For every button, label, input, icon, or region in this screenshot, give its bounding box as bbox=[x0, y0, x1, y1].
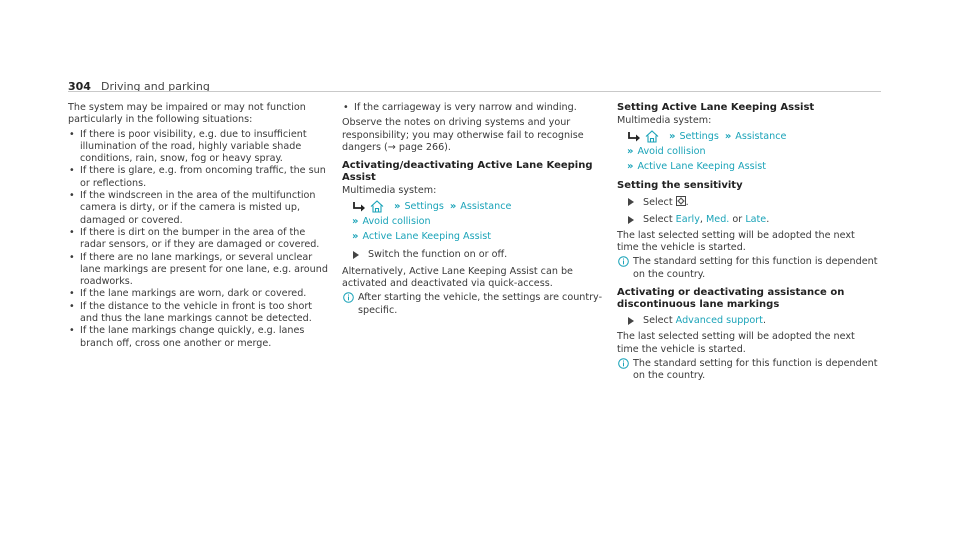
chevron-right-icon: » bbox=[669, 130, 676, 142]
info-note bbox=[342, 292, 604, 317]
heading-activate: Activating/deactivating Active Lane Keeping Assist bbox=[342, 160, 593, 184]
info-note bbox=[617, 358, 879, 383]
list-item: • If the lane markings are worn, dark or covered. bbox=[68, 288, 330, 300]
column-3 bbox=[617, 102, 879, 387]
assistance-link[interactable]: Assistance bbox=[735, 130, 787, 142]
chevron-right-icon: » bbox=[352, 230, 359, 242]
list-item: • If there is glare, e.g. from oncoming traffic, the sun or reflections. bbox=[68, 165, 330, 190]
multimedia-label: Multimedia system: bbox=[617, 115, 712, 126]
observe-text: Observe the notes on driving systems and your responsibility; you may otherwise fail to recognise dangers (→ page 266). bbox=[342, 117, 584, 153]
menu-path bbox=[342, 199, 604, 244]
assistance-link[interactable]: Assistance bbox=[460, 200, 512, 212]
step-arrow-icon bbox=[353, 251, 359, 259]
hook-arrow-icon bbox=[352, 202, 366, 212]
page-header bbox=[68, 75, 881, 93]
step-arrow-icon bbox=[628, 216, 634, 224]
multimedia-label: Multimedia system: bbox=[342, 185, 437, 197]
period: . bbox=[762, 315, 767, 327]
chevron-right-icon: » bbox=[394, 200, 401, 212]
info-icon bbox=[343, 292, 354, 303]
period: . bbox=[685, 197, 689, 209]
step-arrow-icon bbox=[628, 198, 634, 206]
chevron-right-icon: » bbox=[352, 215, 359, 227]
list-item: • If the carriageway is very narrow and winding. bbox=[342, 102, 604, 114]
or-text: or bbox=[732, 213, 743, 225]
note-text: The standard setting for this function is dependent on the country. bbox=[633, 256, 878, 280]
heading-sensitivity: Setting the sensitivity bbox=[617, 180, 743, 192]
active-lane-keeping-link[interactable]: Active Lane Keeping Assist bbox=[637, 160, 767, 172]
list-item: • If the distance to the vehicle in front is too short and thus the lane markings cannot be detected. bbox=[68, 301, 330, 326]
chevron-right-icon: » bbox=[627, 160, 634, 172]
list-item: • If there is dirt on the bumper in the area of the radar sensors, or if they are damaged or covered. bbox=[68, 227, 330, 252]
alternative-text: Alternatively, Active Lane Keeping Assist can be activated and deactivated via quick-access. bbox=[342, 265, 573, 290]
settings-link[interactable]: Settings bbox=[404, 200, 444, 212]
gear-icon[interactable] bbox=[676, 196, 686, 206]
step-arrow-icon bbox=[628, 317, 634, 325]
limitations-list-cont bbox=[342, 102, 604, 114]
menu-path bbox=[617, 129, 879, 174]
list-item: • If the lane markings change quickly, e.g. lanes branch off, cross one another or merge. bbox=[68, 325, 330, 350]
step-select-sensitivity bbox=[617, 214, 879, 226]
comma: , bbox=[699, 213, 703, 225]
column-1 bbox=[68, 102, 330, 353]
last-setting-text: The last selected setting will be adopted the next time the vehicle is started. bbox=[617, 229, 855, 254]
last-setting-text: The last selected setting will be adopted the next time the vehicle is started. bbox=[617, 331, 855, 355]
chevron-right-icon: » bbox=[627, 145, 634, 157]
info-icon bbox=[618, 256, 629, 267]
note-text: The standard setting for this function is dependent on the country. bbox=[633, 357, 878, 382]
early-option[interactable]: Early bbox=[675, 213, 700, 225]
column-2 bbox=[342, 102, 604, 321]
step-text: Select bbox=[643, 197, 673, 209]
list-item: • If there are no lane markings, or several unclear lane markings are present for one lane, e.g. around roadworks. bbox=[68, 252, 330, 289]
active-lane-keeping-link[interactable]: Active Lane Keeping Assist bbox=[362, 230, 492, 242]
info-note bbox=[617, 256, 879, 281]
late-option[interactable]: Late bbox=[745, 213, 767, 225]
section-title: Driving and parking bbox=[100, 80, 210, 93]
hook-arrow-icon bbox=[627, 132, 641, 142]
note-text: After starting the vehicle, the settings are country-specific. bbox=[358, 292, 603, 316]
step-text: Select bbox=[643, 315, 673, 327]
step-text: Switch the function on or off. bbox=[368, 249, 508, 261]
step-text: Select bbox=[643, 213, 673, 225]
list-item: • If there is poor visibility, e.g. due to insufficient illumination of the road, highly variable shade conditions, rain, snow, fog or heavy spray. bbox=[68, 129, 330, 166]
avoid-collision-link[interactable]: Avoid collision bbox=[637, 145, 706, 157]
period: . bbox=[766, 213, 770, 225]
intro-text: The system may be impaired or may not function particularly in the following situations: bbox=[68, 102, 306, 126]
chevron-right-icon: » bbox=[724, 130, 732, 142]
advanced-support-option[interactable]: Advanced support bbox=[675, 315, 763, 327]
page-number: 304 bbox=[68, 80, 91, 93]
home-icon[interactable] bbox=[645, 130, 659, 143]
med-option[interactable]: Med. bbox=[706, 213, 730, 225]
heading-discontinuous: Activating or deactivating assistance on discontinuous lane markings bbox=[617, 287, 845, 311]
step-select-gear bbox=[617, 196, 879, 209]
step-select-advanced bbox=[617, 315, 879, 327]
info-icon bbox=[618, 358, 629, 369]
chevron-right-icon: » bbox=[449, 200, 457, 212]
limitations-list bbox=[68, 129, 330, 350]
heading-setting: Setting Active Lane Keeping Assist bbox=[617, 102, 815, 113]
step-switch bbox=[342, 249, 604, 261]
settings-link[interactable]: Settings bbox=[679, 130, 719, 142]
avoid-collision-link[interactable]: Avoid collision bbox=[362, 215, 431, 227]
list-item: • If the windscreen in the area of the multifunction camera is dirty, or if the camera is misted up, damaged or covered. bbox=[68, 190, 330, 227]
home-icon[interactable] bbox=[370, 200, 384, 213]
header-rule bbox=[68, 91, 881, 92]
